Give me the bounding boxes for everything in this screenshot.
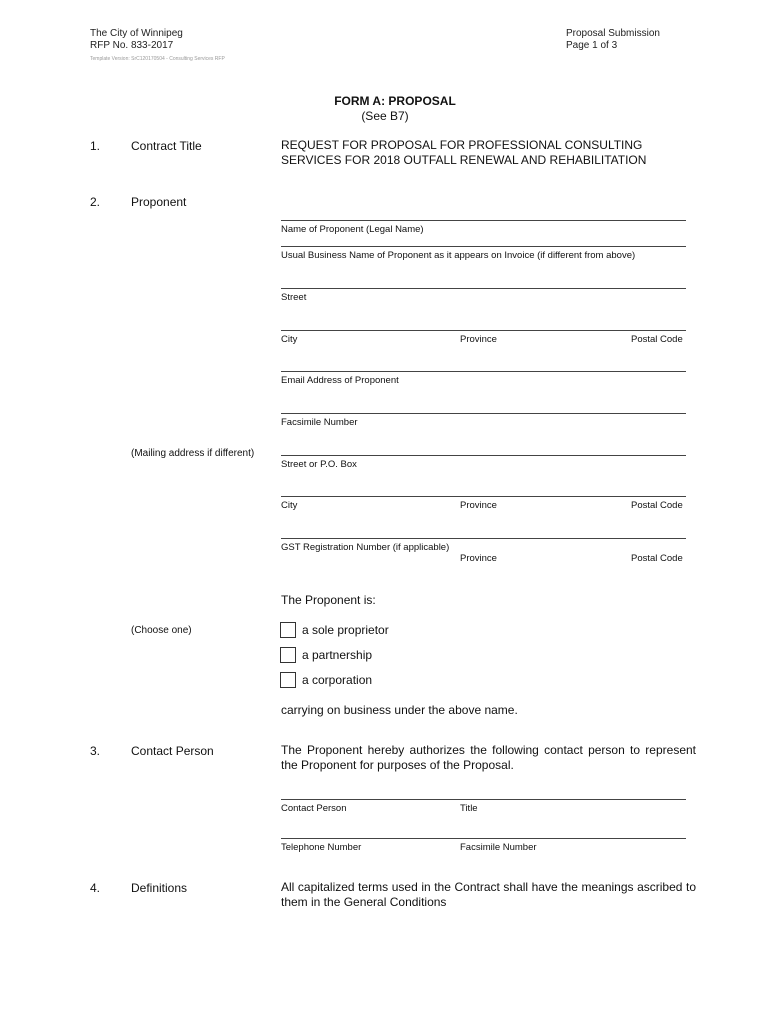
partnership-checkbox[interactable]: [280, 647, 296, 663]
gst-caption: GST Registration Number (if applicable): [281, 542, 450, 553]
choose-one-label: (Choose one): [131, 625, 192, 636]
sole-proprietor-label: a sole proprietor: [302, 623, 389, 637]
mailing-address-label: (Mailing address if different): [131, 448, 255, 459]
section-2-label: Proponent: [131, 195, 187, 209]
mailing-city-caption: City: [281, 500, 298, 511]
header-org: The City of Winnipeg: [90, 28, 183, 39]
usual-business-name-field[interactable]: [281, 246, 686, 247]
header-template-version: Template Version: SrC120170504 - Consulting Services RFP: [90, 56, 225, 62]
mailing-street-caption: Street or P.O. Box: [281, 459, 357, 470]
proponent-is-label: The Proponent is:: [281, 593, 376, 607]
partnership-label: a partnership: [302, 648, 373, 662]
mailing-street-field[interactable]: [281, 455, 686, 456]
email-field[interactable]: [281, 371, 686, 372]
contact-person-title-field[interactable]: [281, 799, 686, 800]
contract-title-line-2: SERVICES FOR 2018 OUTFALL RENEWAL AND REHABILITATION: [281, 153, 647, 167]
contact-person-authorization-text: The Proponent hereby authorizes the following contact person to represent the Proponent for purposes of the Proposal.: [281, 743, 696, 772]
city-caption: City: [281, 334, 298, 345]
proponent-legal-name-field[interactable]: [281, 220, 686, 221]
header-doc-type: Proposal Submission: [566, 28, 660, 39]
form-see-reference: (See B7): [361, 109, 409, 123]
section-4-number: 4.: [90, 881, 101, 895]
gst-province-caption: Province: [460, 553, 497, 564]
contract-title-line-1: REQUEST FOR PROPOSAL FOR PROFESSIONAL CONSULTING: [281, 138, 643, 152]
carrying-on-text: carrying on business under the above name.: [281, 703, 518, 717]
email-caption: Email Address of Proponent: [281, 375, 399, 386]
gst-field[interactable]: [281, 538, 686, 539]
facsimile-field[interactable]: [281, 413, 686, 414]
mailing-postal-code-caption: Postal Code: [631, 500, 683, 511]
sole-proprietor-checkbox[interactable]: [280, 622, 296, 638]
mailing-city-province-postal-field[interactable]: [281, 496, 686, 497]
contact-person-caption: Contact Person: [281, 803, 347, 814]
telephone-facsimile-field[interactable]: [281, 838, 686, 839]
city-province-postal-field[interactable]: [281, 330, 686, 331]
mailing-province-caption: Province: [460, 500, 497, 511]
form-title: FORM A: PROPOSAL: [334, 94, 456, 108]
street-caption: Street: [281, 292, 307, 303]
street-field[interactable]: [281, 288, 686, 289]
definitions-text: All capitalized terms used in the Contract shall have the meanings ascribed to them in the General Conditions: [281, 880, 696, 909]
proponent-legal-name-caption: Name of Proponent (Legal Name): [281, 224, 424, 235]
title-caption: Title: [460, 803, 478, 814]
header-rfp-number: RFP No. 833-2017: [90, 40, 174, 51]
section-3-number: 3.: [90, 744, 101, 758]
corporation-checkbox[interactable]: [280, 672, 296, 688]
corporation-label: a corporation: [302, 673, 373, 687]
section-4-label: Definitions: [131, 881, 188, 895]
section-1-number: 1.: [90, 139, 101, 153]
postal-code-caption: Postal Code: [631, 334, 683, 345]
section-2-number: 2.: [90, 195, 101, 209]
gst-postal-code-caption: Postal Code: [631, 553, 683, 564]
telephone-caption: Telephone Number: [281, 842, 362, 853]
contact-facsimile-caption: Facsimile Number: [460, 842, 537, 853]
province-caption: Province: [460, 334, 497, 345]
section-3-label: Contact Person: [131, 744, 214, 758]
usual-business-name-caption: Usual Business Name of Proponent as it appears on Invoice (if different from above): [281, 250, 636, 261]
section-1-label: Contract Title: [131, 139, 202, 153]
facsimile-caption: Facsimile Number: [281, 417, 358, 428]
header-page-number: Page 1 of 3: [566, 40, 618, 51]
